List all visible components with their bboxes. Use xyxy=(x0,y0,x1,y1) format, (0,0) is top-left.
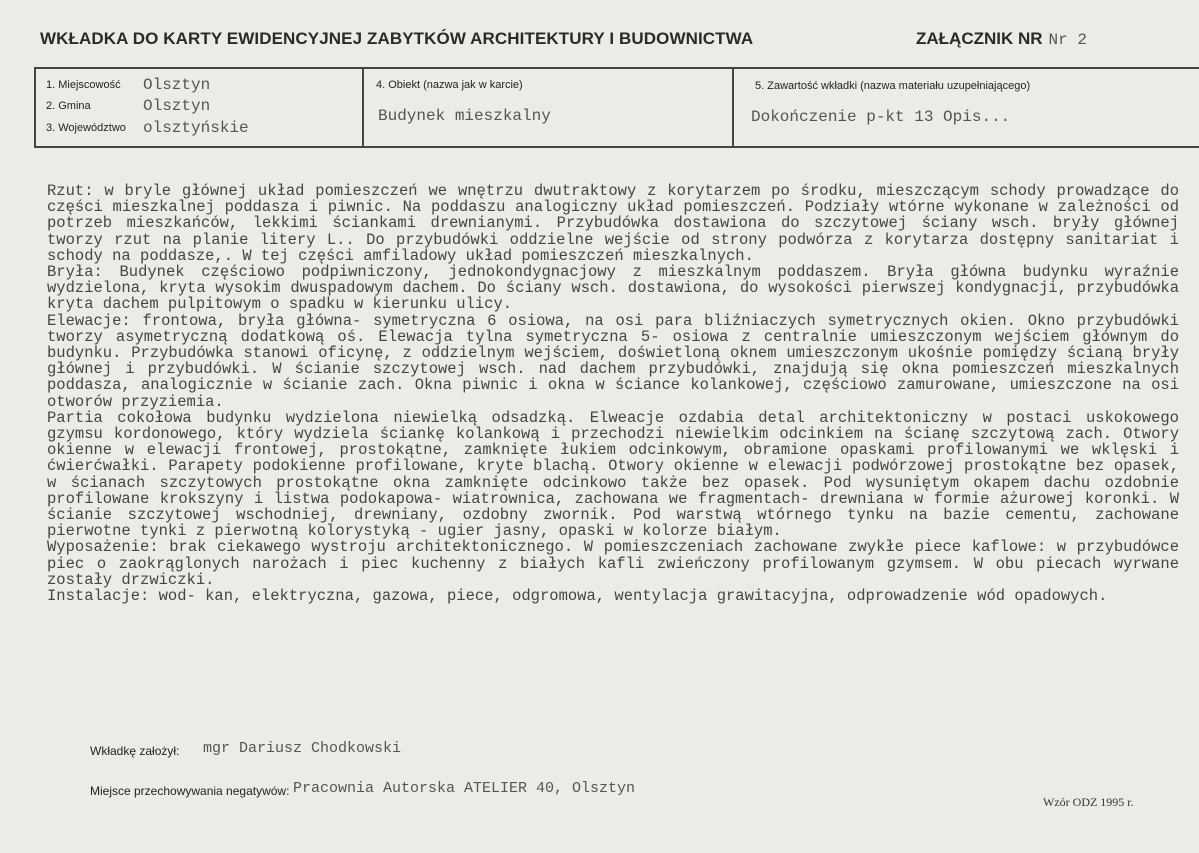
author-value: mgr Dariusz Chodkowski xyxy=(203,740,402,757)
author-label: Wkładkę założył: xyxy=(90,744,180,758)
commune-value: Olsztyn xyxy=(143,97,211,115)
bottom-rule xyxy=(34,146,1199,148)
annex-number xyxy=(916,29,1087,49)
voivodeship-label: 3. Województwo xyxy=(46,122,126,134)
paragraph-instalacje: Instalacje: wod- kan, elektryczna, gazowa, piece, odgromowa, wentylacja grawitacyjna, odprowadzenie wód opadowych. xyxy=(47,587,1108,606)
description-text xyxy=(47,183,1179,604)
place-value: Olsztyn xyxy=(143,76,211,94)
paragraph-bryla: Bryła: Budynek częściowo podpiwniczony, jednokondygnacjowy z mieszkalnym poddaszem. Bryła główna budynku wyraźnie wydzielona, kryta wysokim dwuspadowym dachem. Do ściany wsch. dostawiona, do wysokości pierwszej kondygnacji, przybudówka kryta dachem pulpitowym o spadku w kierunku ulicy. xyxy=(47,263,1179,314)
storage-value: Pracownia Autorska ATELIER 40, Olsztyn xyxy=(293,780,636,797)
form-code: Wzór ODZ 1995 r. xyxy=(1043,795,1134,809)
column-divider-2 xyxy=(732,67,734,147)
paragraph-partia: Partia cokołowa budynku wydzielona niewielką odsadzką. Elweacje ozdabia detal architektoniczny w postaci uskokowego gzymsu kordonowego, który wydziela ściankę kolankową i przechodzi niewielkim odcinkiem na ścianę szczytową zach. Otwory okienne w elewacji frontowej, prostokątne, zamknięte łukiem odcinkowym, obramione opaskami profilowanymi we wklęski i ćwierćwałki. Parapety podokienne profilowane, kryte blachą. Otwory okienne w elewacji podwórzowej prostokątne bez opasek, w ścianach szczytowych prostokątne okna zamknięte odcinkowo także bez opasek. Pod wysuniętym okapem dachu ozdobnie profilowane krokszyny i listwa podokapowa- wiatrownica, zachowana we fragmentach- drewniana w formie ażurowej koronki. W ścianie szczytowej wschodniej, drewniany, ozdobny zwornik. Pod warstwą wtórnego tynku na bazie cementu, zachowane pierwotne tynki z pierwotną kolorystyką - ugier jasny, opaski w kolorze białym. xyxy=(47,408,1179,541)
top-rule xyxy=(34,67,1199,69)
place-label: 1. Miejscowość xyxy=(46,79,121,91)
annex-label: ZAŁĄCZNIK NR xyxy=(916,29,1043,48)
paragraph-elewacje: Elewacje: frontowa, bryła główna- symetryczna 6 osiowa, na osi para bliźniaczych symetrycznych okien. Okno przybudówki tworzy asymetryczną dodatkową oś. Elewacja tylna symetryczna 5- osiowa z centralnie umieszczonym wejściem głównym do budynku. Przybudówka stanowi oficynę, z oddzielnym wejściem, doświetloną oknem umieszczonym ukośnie pomiędzy ścianą bryły głównej i przybudówki. W ścianie szczytowej wsch. nad dachem przybudówki, znajdują się okna pomieszczeń mieszkalnych poddasza, analogicznie w ścianie zach. Okna piwnic i okna w ściance kolankowej, częściowo zamurowane, umieszczone na osi otworów przyziemia. xyxy=(47,311,1179,411)
paragraph-wyposazenie: Wyposażenie: brak ciekawego wystroju architektonicznego. W pomieszczeniach zachowane zwykłe piece kaflowe: w przybudówce piec o zaokrąglonych narożach i piec kuchenny z białych kafli zwieńczony profilowanym gzymsem. W obu piecach wyrwane zostały drzwiczki. xyxy=(47,538,1179,589)
storage-label: Miejsce przechowywania negatywów: xyxy=(90,784,290,798)
object-value: Budynek mieszkalny xyxy=(378,107,551,125)
commune-label: 2. Gmina xyxy=(46,100,91,112)
voivodeship-value: olsztyńskie xyxy=(143,119,249,137)
document-title: WKŁADKA DO KARTY EWIDENCYJNEJ ZABYTKÓW ARCHITEKTURY I BUDOWNICTWA xyxy=(40,29,754,48)
content-label: 5. Zawartość wkładki (nazwa materiału uzupełniającego) xyxy=(755,80,1031,92)
paragraph-rzut: Rzut: w bryle głównej układ pomieszczeń we wnętrzu dwutraktowy z korytarzem po środku, mieszczącym schody prowadzące do części mieszkalnej poddasza i piwnic. Na poddaszu analogiczny układ pomieszczeń. Podziały wtórne wykonane w zależności od potrzeb mieszkańców, lekkimi ściankami drewnianymi. Przybudówka dostawiona do szczytowej ściany wsch. bryły głównej tworzy rzut na planie litery L.. Do przybudówki oddzielne wejście od strony podwórza z korytarza dostępny sanitariat i schody na poddasze,. W tej części amfiladowy układ pomieszczeń mieszkalnych. xyxy=(47,182,1179,265)
annex-value: Nr 2 xyxy=(1048,31,1087,49)
content-value: Dokończenie p-kt 13 Opis... xyxy=(751,108,1011,126)
column-divider-1 xyxy=(362,67,364,147)
left-border xyxy=(34,67,36,147)
object-label: 4. Obiekt (nazwa jak w karcie) xyxy=(376,79,523,91)
